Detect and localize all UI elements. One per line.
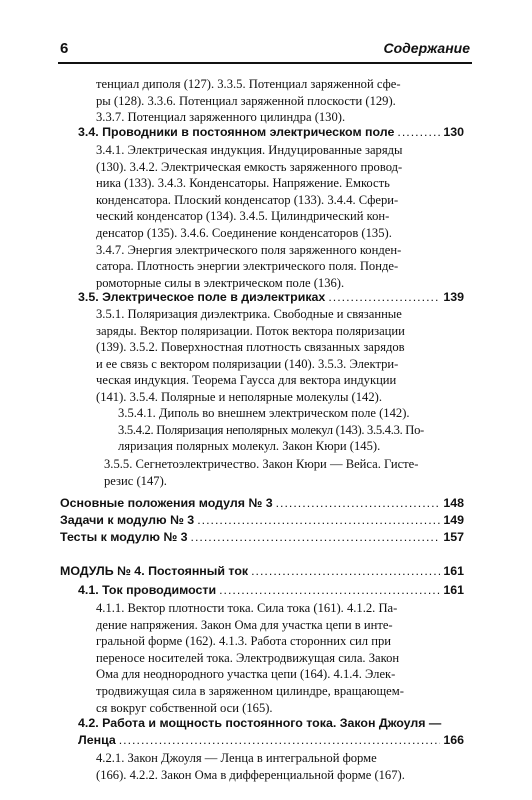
text-line: тенциал диполя (127). 3.3.5. Потенциал заряженной сфе- [96,77,401,91]
toc-page: 161 [443,564,464,578]
text-line: Ома для неоднородного участка цепи (164). 4.1.4. Элек- [96,667,396,682]
toc-page: 130 [443,125,464,139]
text-line: (141). 3.5.4. Полярные и неполярные молекулы (142). [96,389,382,404]
dot-leader [276,496,441,510]
text-line: дение напряжения. Закон Ома для участка цепи в инте- [96,617,393,632]
page-number: 6 [60,40,69,57]
entry-4-2-subsections [96,750,464,783]
toc-title: Тесты к модулю № 3 [60,530,188,544]
entry-4-1-subsections [96,600,464,716]
dot-leader [251,564,440,578]
text-line: (130). 3.4.2. Электрическая емкость заряженного провод- [96,159,403,174]
toc-entry-tests-module-3[interactable] [60,530,464,544]
text-line: ческая индукция. Теорема Гаусса для вектора индукции [96,373,397,388]
text-line: тродвижущая сила в заряженном цилиндре, вращающем- [96,683,404,698]
dot-leader [397,125,440,139]
toc-entry-main-points-module-3[interactable] [60,496,464,510]
toc-page: 149 [443,513,464,527]
text-line: конденсатора. Плоский конденсатор (133). 3.4.4. Сфери- [96,192,399,207]
text-line: гральной форме (162). 4.1.3. Работа сторонних сил при [96,634,391,649]
text-line: 3.3.7. Потенциал заряженного цилиндра (130). [96,110,346,125]
text-line: 3.4.7. Энергия электрического поля заряженного конден- [96,242,402,257]
entry-3-5-subsections [96,306,464,406]
text-line: сатора. Плотность энергии электрического поля. Понде- [96,259,399,274]
toc-title: Основные положения модуля № 3 [60,496,273,510]
header-divider [58,62,472,64]
toc-title: Ленца [78,733,116,747]
text-line: (139). 3.5.2. Поверхностная плотность связанных зарядов [96,340,405,355]
text-line: (166). 4.2.2. Закон Ома в дифференциальной форме (167). [96,767,405,782]
text-line: ника (133). 3.4.3. Конденсаторы. Напряжение. Емкость [96,176,390,191]
toc-title: 4.1. Ток проводимости [78,583,217,597]
dot-leader [191,530,441,544]
text-line: и ее связь с вектором поляризации (140). 3.5.3. Электри- [96,356,399,371]
text-line: денсатор (135). 3.4.6. Соединение конденсаторов (135). [96,225,392,240]
dot-leader [219,583,440,597]
toc-entry-problems-module-3[interactable] [60,513,464,527]
text-line: 4.1.1. Вектор плотности тока. Сила тока (161). 4.1.2. Па- [96,601,398,615]
toc-page: 161 [443,583,464,597]
toc-page: 166 [443,733,464,747]
toc-title: Задачи к модулю № 3 [60,513,195,527]
text-line: ческий конденсатор (134). 3.4.5. Цилиндрический кон- [96,209,390,224]
toc-title: 3.4. Проводники в постоянном электрическом поле [78,125,395,139]
running-title: Содержание [383,40,470,56]
text-line: переносе носителей тока. Электродвижущая сила. Закон [96,650,400,665]
text-line: заряды. Вектор поляризации. Поток вектора поляризации [96,323,405,338]
text-line: ляризация полярных молекул. Закон Кюри (145). [118,439,381,454]
text-line: резис (147). [104,473,167,488]
toc-page: 148 [443,496,464,510]
text-line: 3.5.4.2. Поляризация неполярных молекул (143). 3.5.4.3. По- [118,422,424,437]
toc-title: 4.2. Работа и мощность постоянного тока. Закон Джоуля — [78,716,442,730]
toc-entry-4-2-line1[interactable] [78,716,464,730]
entry-3-5-4-subsections [118,405,464,455]
toc-title: 3.5. Электрическое поле в диэлектриках [78,290,326,304]
toc-entry-4-1[interactable] [78,583,464,597]
dot-leader [197,513,440,527]
dot-leader [119,733,441,747]
toc-entry-3-4[interactable] [78,125,464,139]
text-line: ромоторные силы в электрическом поле (136). [96,275,345,290]
text-line: 3.5.5. Сегнетоэлектричество. Закон Кюри — Вейса. Гисте- [104,457,419,471]
toc-page: 139 [443,290,464,304]
text-line: ся вокруг собственной оси (165). [96,700,273,715]
text-line: 3.4.1. Электрическая индукция. Индуцированные заряды [96,143,403,157]
entry-3-4-subsections [96,142,464,291]
toc-page: 157 [443,530,464,544]
toc-entry-4-2[interactable] [78,733,464,747]
text-line: ры (128). 3.3.6. Потенциал заряженной плоскости (129). [96,93,396,108]
dot-leader [328,290,440,304]
entry-3-5-5 [104,456,464,489]
text-line: 3.5.1. Поляризация диэлектрика. Свободные и связанные [96,307,402,321]
text-line: 3.5.4.1. Диполь во внешнем электрическом поле (142). [118,406,410,420]
entry-3-3-continuation [96,76,464,126]
toc-entry-3-5[interactable] [78,290,464,304]
text-line: 4.2.1. Закон Джоуля — Ленца в интегральной форме [96,751,377,765]
toc-title: МОДУЛЬ № 4. Постоянный ток [60,564,249,578]
toc-entry-module-4[interactable] [60,564,464,578]
